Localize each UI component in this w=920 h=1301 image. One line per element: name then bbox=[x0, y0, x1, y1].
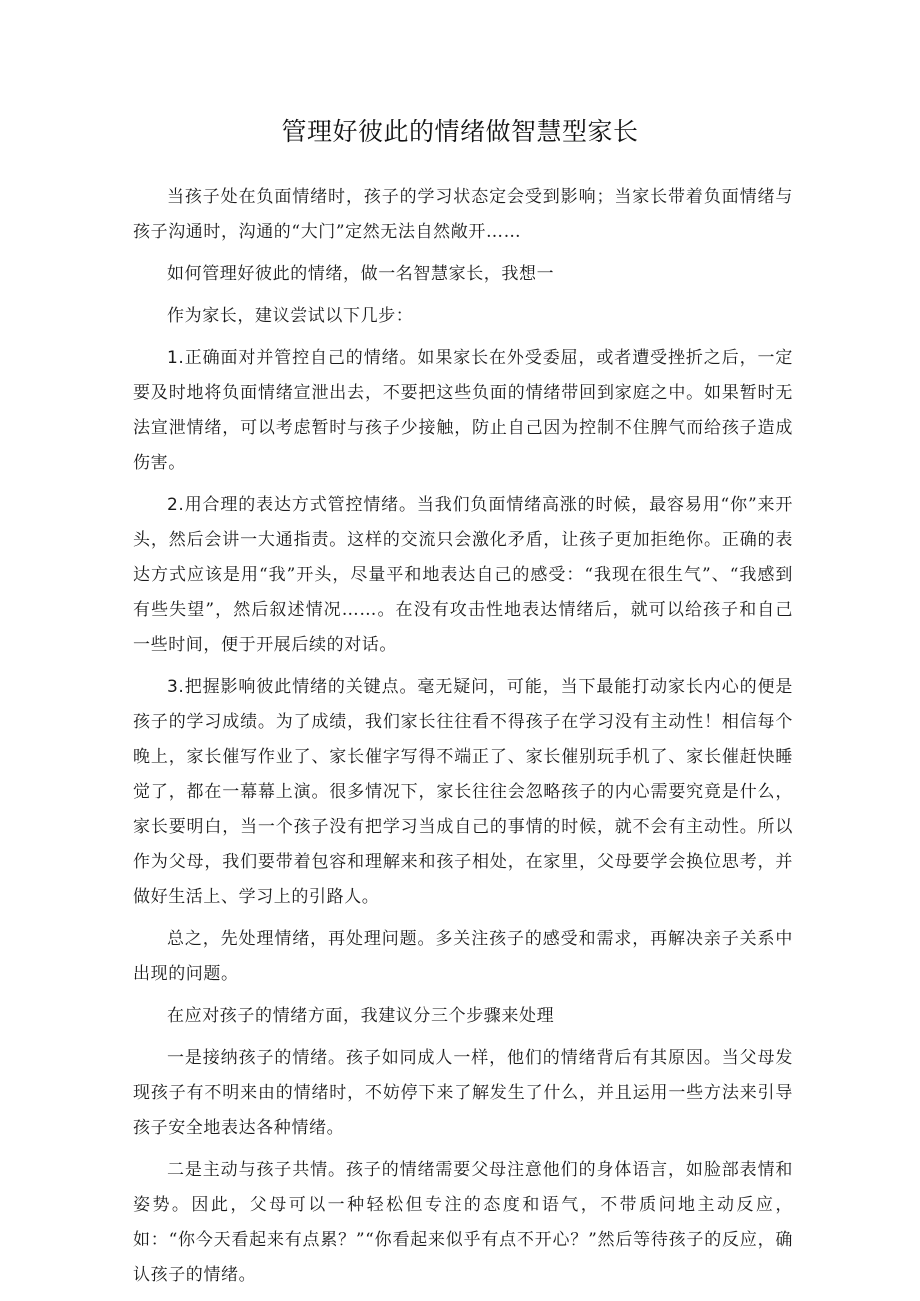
paragraph-accept-emotion bbox=[133, 1041, 793, 1146]
paragraph-text: 如果家长在外受委屈，或者遭受挫折之后，一定要及时地将负面情绪宣泄出去，不要把这些负面的情绪带回到家庭之中。如果暂时无法宣泄情绪，可以考虑暂时与孩子少接触，防止自己因为控制不住脾气而给孩子造成伤害。 bbox=[133, 348, 793, 473]
document-body bbox=[133, 180, 793, 1300]
paragraph-step-3 bbox=[133, 670, 793, 915]
paragraph-text: 当孩子处在负面情绪时，孩子的学习状态定会受到影响；当家长带着负面情绪与孩子沟通时，沟通的“大门”定然无法自然敞开…… bbox=[133, 187, 793, 242]
document-title: 管理好彼此的情绪做智慧型家长 bbox=[281, 117, 639, 146]
step-number: 2 bbox=[167, 495, 179, 515]
paragraph-text: 二是主动与孩子共情。孩子的情绪需要父母注意他们的身体语言，如脸部表情和姿势。因此，父母可以一种轻松但专注的态度和语气，不带质问地主动反应，如：“你今天看起来有点累？”“你看起来似乎有点不开心？”然后等待孩子的反应，确认孩子的情绪。 bbox=[133, 1160, 793, 1285]
step-heading: .用合理的表达方式管控情绪。 bbox=[178, 495, 417, 515]
paragraph-text: 作为家长，建议尝试以下几步： bbox=[167, 306, 414, 326]
paragraph-text: 孩子如同成人一样，他们的情绪背后有其原因。当父母发现孩子有不明来由的情绪时，不妨停下来了解发生了什么，并且运用一些方法来引导孩子安全地表达各种情绪。 bbox=[133, 1048, 794, 1138]
paragraph-step-2 bbox=[133, 488, 793, 663]
step-heading: .把握影响彼此情绪的关键点。 bbox=[178, 677, 418, 697]
paragraph-text: 总之，先处理情绪，再处理问题。多关注孩子的感受和需求，再解决亲子关系中出现的问题。 bbox=[133, 929, 793, 984]
step-heading: 一是接纳孩子的情绪。 bbox=[167, 1048, 346, 1068]
paragraph-empathy bbox=[133, 1153, 793, 1293]
paragraph-text: 毫无疑问，可能，当下最能打动家长内心的便是孩子的学习成绩。为了成绩，我们家长往往看不得孩子在学习没有主动性！相信每个晚上，家长催写作业了、家长催字写得不端正了、家长催别玩手机了、家长催赶快睡觉了，都在一幕幕上演。很多情况下，家长往往会忽略孩子的内心需要究竟是什么，家长要明白，当一个孩子没有把学习当成自己的事情的时候，就不会有主动性。所以作为父母，我们要带着包容和理解来和孩子相处，在家里，父母要学会换位思考，并做好生活上、学习上的引路人。 bbox=[133, 677, 793, 907]
paragraph-steps-intro bbox=[133, 299, 793, 334]
paragraph-intro bbox=[133, 180, 793, 250]
paragraph-text: 如何管理好彼此的情绪，做一名智慧家长，我想一 bbox=[167, 264, 555, 284]
paragraph-summary bbox=[133, 922, 793, 992]
step-number: 3 bbox=[167, 677, 179, 697]
paragraph-text: 当我们负面情绪高涨的时候，最容易用“你”来开头，然后会讲一大通指责。这样的交流只会激化矛盾，让孩子更加拒绝你。正确的表达方式应该是用“我”开头，尽量平和地表达自己的感受：“我现在很生气”、“我感到有些失望”，然后叙述情况……。在没有攻击性地表达情绪后，就可以给孩子和自己一些时间，便于开展后续的对话。 bbox=[133, 495, 793, 655]
paragraph-question bbox=[133, 257, 793, 292]
paragraph-step-1 bbox=[133, 341, 793, 481]
step-number: 1 bbox=[167, 348, 179, 368]
paragraph-three-steps bbox=[133, 999, 793, 1034]
paragraph-text: 在应对孩子的情绪方面，我建议分三个步骤来处理 bbox=[167, 1006, 555, 1026]
step-heading: .正确面对并管控自己的情绪。 bbox=[178, 348, 418, 368]
